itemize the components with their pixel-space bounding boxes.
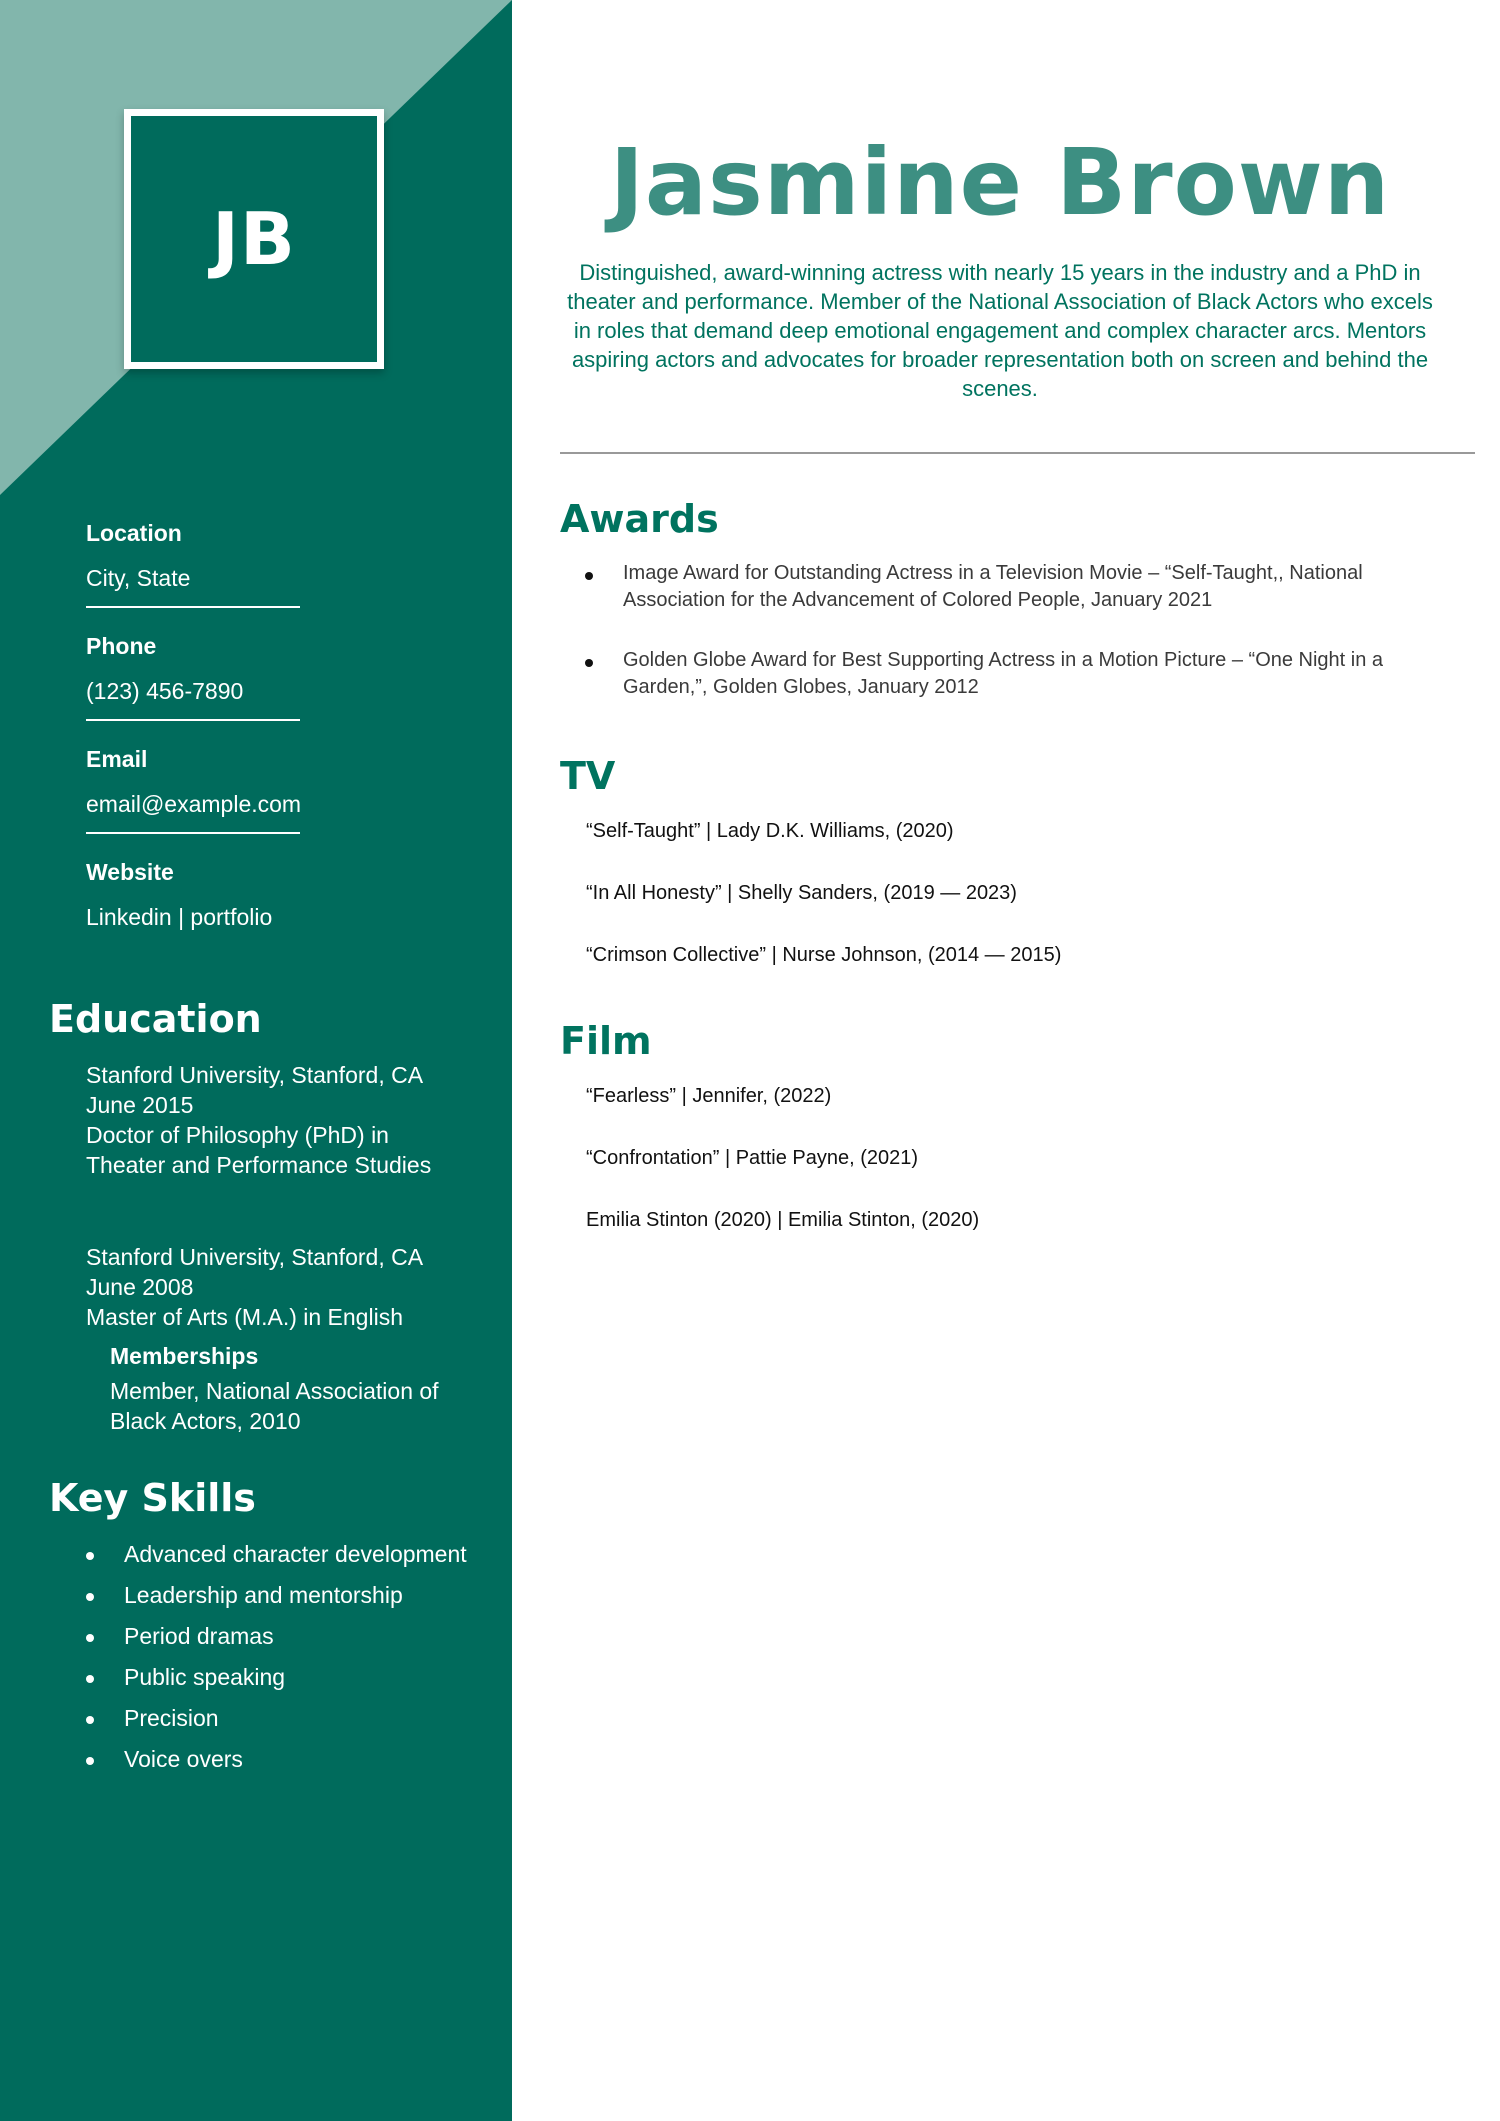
phone-value: (123) 456-7890 <box>86 678 244 704</box>
bullet-icon <box>86 1675 94 1683</box>
tv-credit: “Crimson Collective” | Nurse Johnson, (2014 — 2015) <box>586 944 1062 966</box>
skill-text: Public speaking <box>124 1664 286 1690</box>
education-heading: Education <box>49 997 262 1041</box>
bullet-icon <box>585 659 593 667</box>
contact-divider <box>86 606 300 608</box>
tv-list <box>586 816 1466 1002</box>
education-degree: Master of Arts (M.A.) in English <box>86 1304 403 1330</box>
film-credit: “Fearless” | Jennifer, (2022) <box>586 1085 832 1107</box>
skill-text: Voice overs <box>124 1746 243 1772</box>
membership-text: Member, National Association of Black Actors, 2010 <box>110 1378 439 1434</box>
skill-text: Leadership and mentorship <box>124 1582 403 1608</box>
contact-location <box>86 513 300 608</box>
bullet-icon <box>86 1552 94 1560</box>
film-credit: Emilia Stinton (2020) | Emilia Stinton, (2020) <box>586 1209 980 1231</box>
education-degree: Theater and Performance Studies <box>86 1152 432 1178</box>
education-school: Stanford University, Stanford, CA <box>86 1062 424 1088</box>
bullet-icon <box>86 1716 94 1724</box>
memberships-section <box>110 1338 500 1436</box>
education-date: June 2015 <box>86 1092 194 1118</box>
contact-divider <box>86 719 300 721</box>
tv-heading: TV <box>560 754 616 798</box>
email-link[interactable]: email@example.com <box>86 791 302 817</box>
monogram-badge <box>124 109 384 369</box>
education-date: June 2008 <box>86 1274 194 1300</box>
contact-phone <box>86 626 300 721</box>
film-credit: “Confrontation” | Pattie Payne, (2021) <box>586 1147 919 1169</box>
website-links[interactable]: Linkedin | portfolio <box>86 904 273 930</box>
film-list <box>586 1081 1466 1267</box>
contact-website <box>86 852 300 937</box>
awards-heading: Awards <box>560 497 719 541</box>
skill-item <box>86 1745 486 1774</box>
award-item <box>585 560 1465 614</box>
skill-item <box>86 1663 486 1692</box>
contact-label: Website <box>86 859 174 885</box>
bullet-icon <box>585 572 593 580</box>
skills-list <box>86 1540 486 1786</box>
education-degree: Doctor of Philosophy (PhD) in <box>86 1122 389 1148</box>
header-divider <box>560 452 1475 454</box>
contact-email <box>86 739 300 834</box>
key-skills-heading: Key Skills <box>49 1476 256 1520</box>
location-value: City, State <box>86 565 191 591</box>
award-item <box>585 647 1465 701</box>
awards-list <box>585 560 1465 734</box>
skill-item <box>86 1704 486 1733</box>
skill-item <box>86 1581 486 1610</box>
skill-text: Period dramas <box>124 1623 274 1649</box>
award-text: Image Award for Outstanding Actress in a Television Movie – “Self-Taught,, National Association for the Advancement of Colored People, January 2021 <box>623 562 1363 611</box>
award-text: Golden Globe Award for Best Supporting Actress in a Motion Picture – “One Night in a Garden,”, Golden Globes, January 2012 <box>623 649 1384 698</box>
skill-text: Precision <box>124 1705 219 1731</box>
contact-label: Phone <box>86 633 157 659</box>
skill-item <box>86 1540 486 1569</box>
memberships-label: Memberships <box>110 1343 259 1369</box>
contact-label: Location <box>86 520 182 546</box>
bullet-icon <box>86 1593 94 1601</box>
skill-text: Advanced character development <box>124 1541 467 1567</box>
contact-label: Email <box>86 746 148 772</box>
education-school: Stanford University, Stanford, CA <box>86 1244 424 1270</box>
contact-divider <box>86 832 300 834</box>
skill-item <box>86 1622 486 1651</box>
candidate-name: Jasmine Brown <box>609 129 1391 236</box>
tv-credit: “In All Honesty” | Shelly Sanders, (2019 — 2023) <box>586 882 1017 904</box>
monogram-initials: JB <box>212 197 296 281</box>
tv-credit: “Self-Taught” | Lady D.K. Williams, (2020) <box>586 820 954 842</box>
film-heading: Film <box>560 1019 652 1063</box>
contact-section <box>86 513 300 955</box>
bullet-icon <box>86 1757 94 1765</box>
professional-summary: Distinguished, award-winning actress with nearly 15 years in the industry and a PhD in theater and performance. Member of the National Association of Black Actors who excels in roles that demand deep emotional engagement and complex character arcs. Mentors aspiring actors and advocates for broader representation both on screen and behind the scenes. <box>567 260 1433 401</box>
bullet-icon <box>86 1634 94 1642</box>
education-entry <box>86 1060 496 1180</box>
education-entry <box>86 1242 496 1332</box>
